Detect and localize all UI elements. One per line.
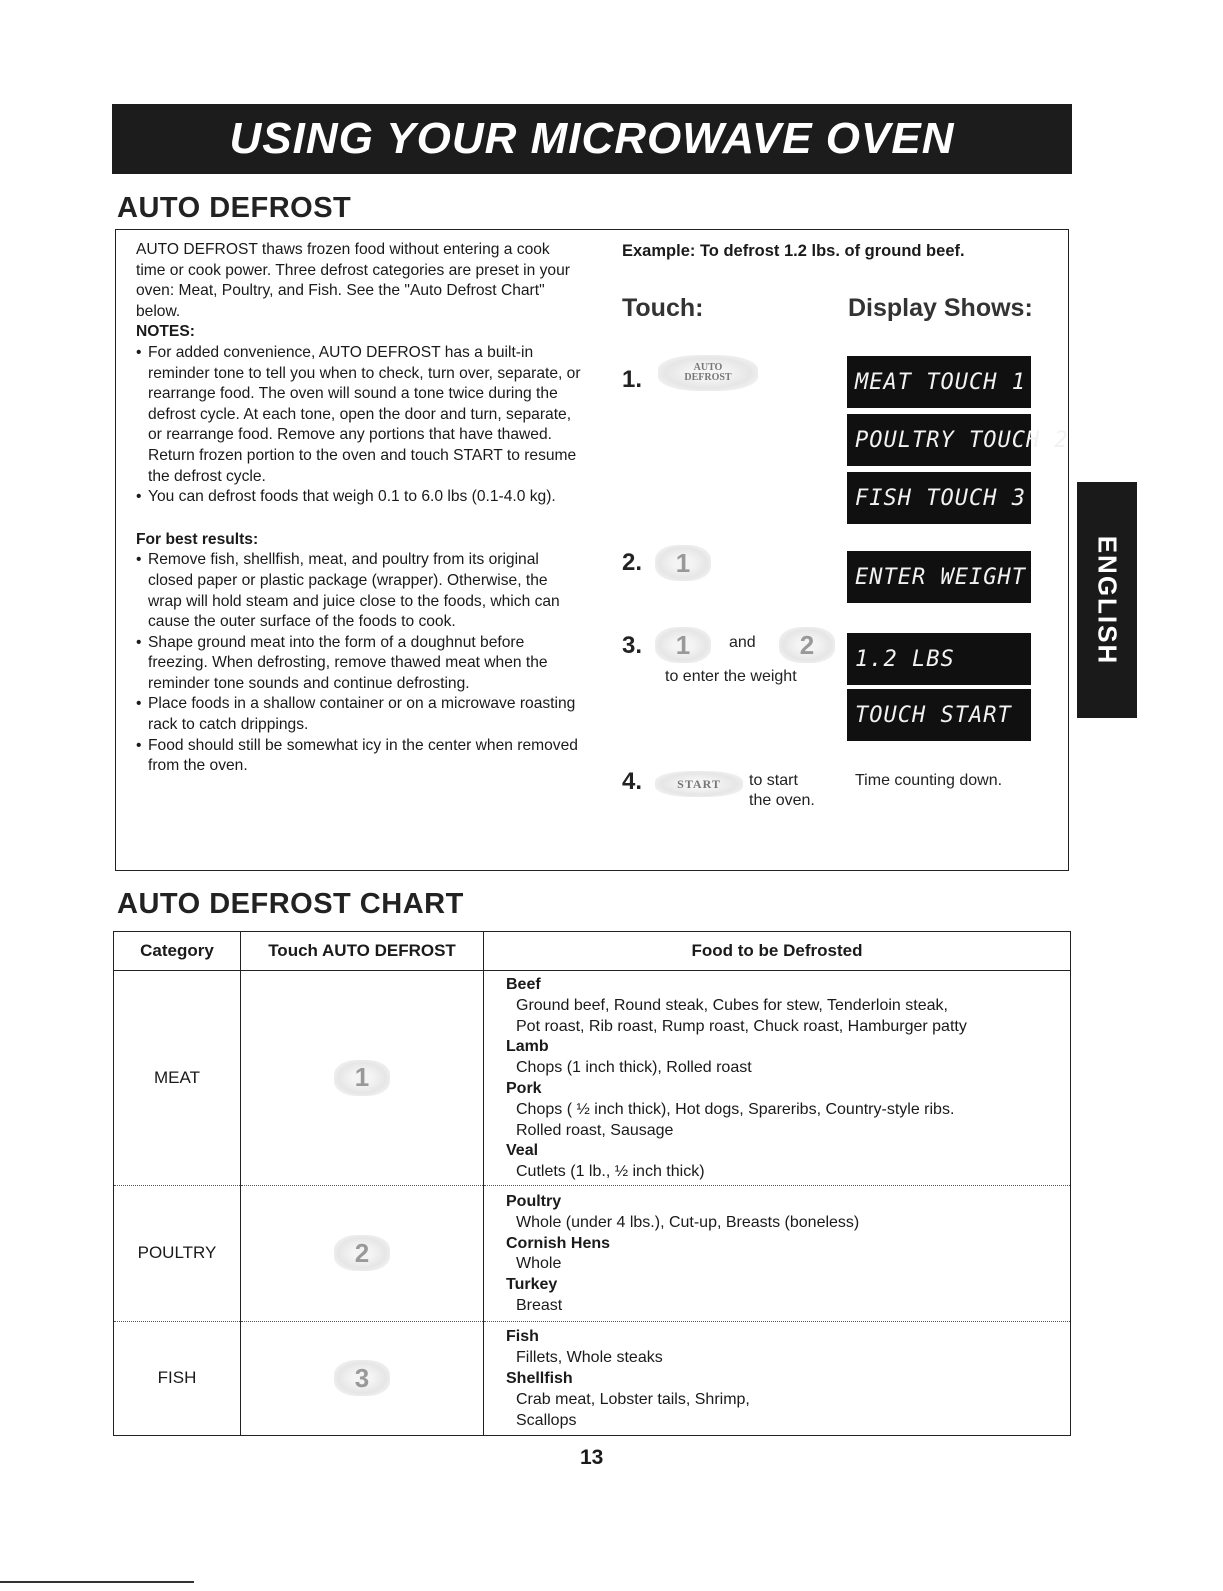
- touch-header: Touch:: [622, 294, 704, 322]
- food-cell: [484, 1185, 1071, 1321]
- category-cell: MEAT: [114, 971, 241, 1186]
- pad-2-icon: 2: [779, 627, 835, 663]
- best-item: • Place foods in a shallow container or on a microwave roasting rack to catch drippings.: [136, 694, 581, 735]
- pad-label: AUTO: [693, 362, 723, 373]
- step-1-number: 1.: [622, 366, 643, 393]
- pad-2-icon: 2: [334, 1235, 390, 1271]
- food-cell: [484, 971, 1071, 1186]
- food-group-title: Lamb: [506, 1038, 549, 1056]
- display-poultry-touch-2: POULTRY TOUCH 2: [847, 414, 1031, 466]
- auto-defrost-chart: [113, 931, 1071, 1436]
- chart-title: AUTO DEFROST CHART: [117, 888, 464, 920]
- header-category: Category: [114, 932, 241, 971]
- note-item: • For added convenience, AUTO DEFROST has a built-in reminder tone to tell you when to check, turn over, separate, or rearrange food. The oven will sound a tone twice during the defrost cycle. At each tone, open the door and turn, separate, or rearrange food. Remove any portions that have thawed. Return frozen portion to the oven and touch START to resume the defrost cycle.: [136, 343, 581, 487]
- food-group-item: Pot roast, Rib roast, Rump roast, Chuck roast, Hamburger patty: [516, 1017, 967, 1035]
- display-fish-touch-3: FISH TOUCH 3: [847, 472, 1031, 524]
- page-banner: USING YOUR MICROWAVE OVEN: [112, 104, 1072, 174]
- food-group-item: Chops ( ½ inch thick), Hot dogs, Spareribs, Country-style ribs.: [516, 1100, 955, 1118]
- food-group-item: Ground beef, Round steak, Cubes for stew, Tenderloin steak,: [516, 996, 948, 1014]
- table-row: [114, 971, 1071, 1186]
- and-text: and: [729, 634, 756, 651]
- food-group-item: Whole: [516, 1255, 562, 1273]
- page-number: 13: [580, 1446, 604, 1469]
- table-row: [114, 1185, 1071, 1321]
- food-group-title: Shellfish: [506, 1370, 573, 1388]
- display-header: Display Shows:: [848, 294, 1033, 322]
- intro-text: [136, 240, 581, 777]
- header-touch: Touch AUTO DEFROST: [241, 932, 484, 971]
- food-group-title: Poultry: [506, 1193, 562, 1211]
- category-cell: POULTRY: [114, 1185, 241, 1321]
- display-enter-weight: ENTER WEIGHT: [847, 551, 1031, 603]
- table-row: [114, 1321, 1071, 1435]
- display-touch-start: TOUCH START: [847, 689, 1031, 741]
- food-group-item: Scallops: [516, 1411, 577, 1429]
- start-pad-icon: START: [655, 771, 743, 797]
- display-meat-touch-1: MEAT TOUCH 1: [847, 356, 1031, 408]
- display-weight: 1.2 LBS: [847, 633, 1031, 685]
- food-group-item: Breast: [516, 1297, 563, 1315]
- food-group-item: Rolled roast, Sausage: [516, 1121, 674, 1139]
- food-group-item: Crab meat, Lobster tails, Shrimp,: [516, 1390, 750, 1408]
- pad-1-icon: 1: [655, 627, 711, 663]
- enter-weight-text: to enter the weight: [665, 668, 797, 685]
- notes-label: NOTES:: [136, 323, 195, 341]
- food-group-title: Pork: [506, 1079, 542, 1097]
- pad-3-icon: 3: [334, 1360, 390, 1396]
- english-side-tab: [1077, 482, 1137, 718]
- best-item: • Food should still be somewhat icy in the center when removed from the oven.: [136, 736, 581, 777]
- example-title: Example: To defrost 1.2 lbs. of ground beef.: [622, 242, 965, 260]
- the-oven-text: the oven.: [749, 792, 815, 809]
- step-4-number: 4.: [622, 768, 643, 795]
- note-item: • You can defrost foods that weigh 0.1 to 6.0 lbs (0.1-4.0 kg).: [136, 487, 581, 508]
- food-group-title: Cornish Hens: [506, 1234, 611, 1252]
- food-group-title: Beef: [506, 976, 541, 993]
- food-group-title: Veal: [506, 1142, 539, 1160]
- food-group-item: Chops (1 inch thick), Rolled roast: [516, 1059, 752, 1077]
- step-2-number: 2.: [622, 549, 643, 576]
- food-group-title: Turkey: [506, 1276, 558, 1294]
- auto-defrost-pad-icon: [658, 355, 758, 391]
- food-group-title: Fish: [506, 1328, 539, 1346]
- bottom-rule: [0, 1581, 194, 1583]
- food-group-item: Whole (under 4 lbs.), Cut-up, Breasts (boneless): [516, 1213, 860, 1231]
- pad-1-icon: 1: [655, 545, 711, 581]
- side-tab-label: ENGLISH: [1092, 535, 1123, 665]
- best-item: • Shape ground meat into the form of a doughnut before freezing. When defrosting, remove thawed meat when the reminder tone sounds and continue defrosting.: [136, 633, 581, 695]
- category-cell: FISH: [114, 1321, 241, 1435]
- header-food: Food to be Defrosted: [484, 932, 1071, 971]
- best-item: • Remove fish, shellfish, meat, and poultry from its original closed paper or plastic package (wrapper). Otherwise, the wrap will hold steam and juice close to the foods, which can cause the outer surface of the foods to cook.: [136, 550, 581, 632]
- pad-label: DEFROST: [684, 372, 732, 383]
- notes-list: [136, 343, 581, 508]
- step-3-number: 3.: [622, 632, 643, 659]
- time-counting-text: Time counting down.: [855, 772, 1003, 789]
- best-results-label: For best results:: [136, 530, 259, 548]
- to-start-text: to start: [749, 772, 798, 789]
- best-results-list: [136, 550, 581, 777]
- food-group-item: Cutlets (1 lb., ½ inch thick): [516, 1163, 705, 1181]
- food-group-item: Fillets, Whole steaks: [516, 1349, 663, 1367]
- auto-defrost-title: AUTO DEFROST: [117, 192, 352, 224]
- food-cell: [484, 1321, 1071, 1435]
- pad-1-icon: 1: [334, 1060, 390, 1096]
- intro-paragraph: AUTO DEFROST thaws frozen food without entering a cook time or cook power. Three defrost categories are preset in your oven: Meat, Poultry, and Fish. See the "Auto Defrost Chart" below.: [136, 241, 570, 320]
